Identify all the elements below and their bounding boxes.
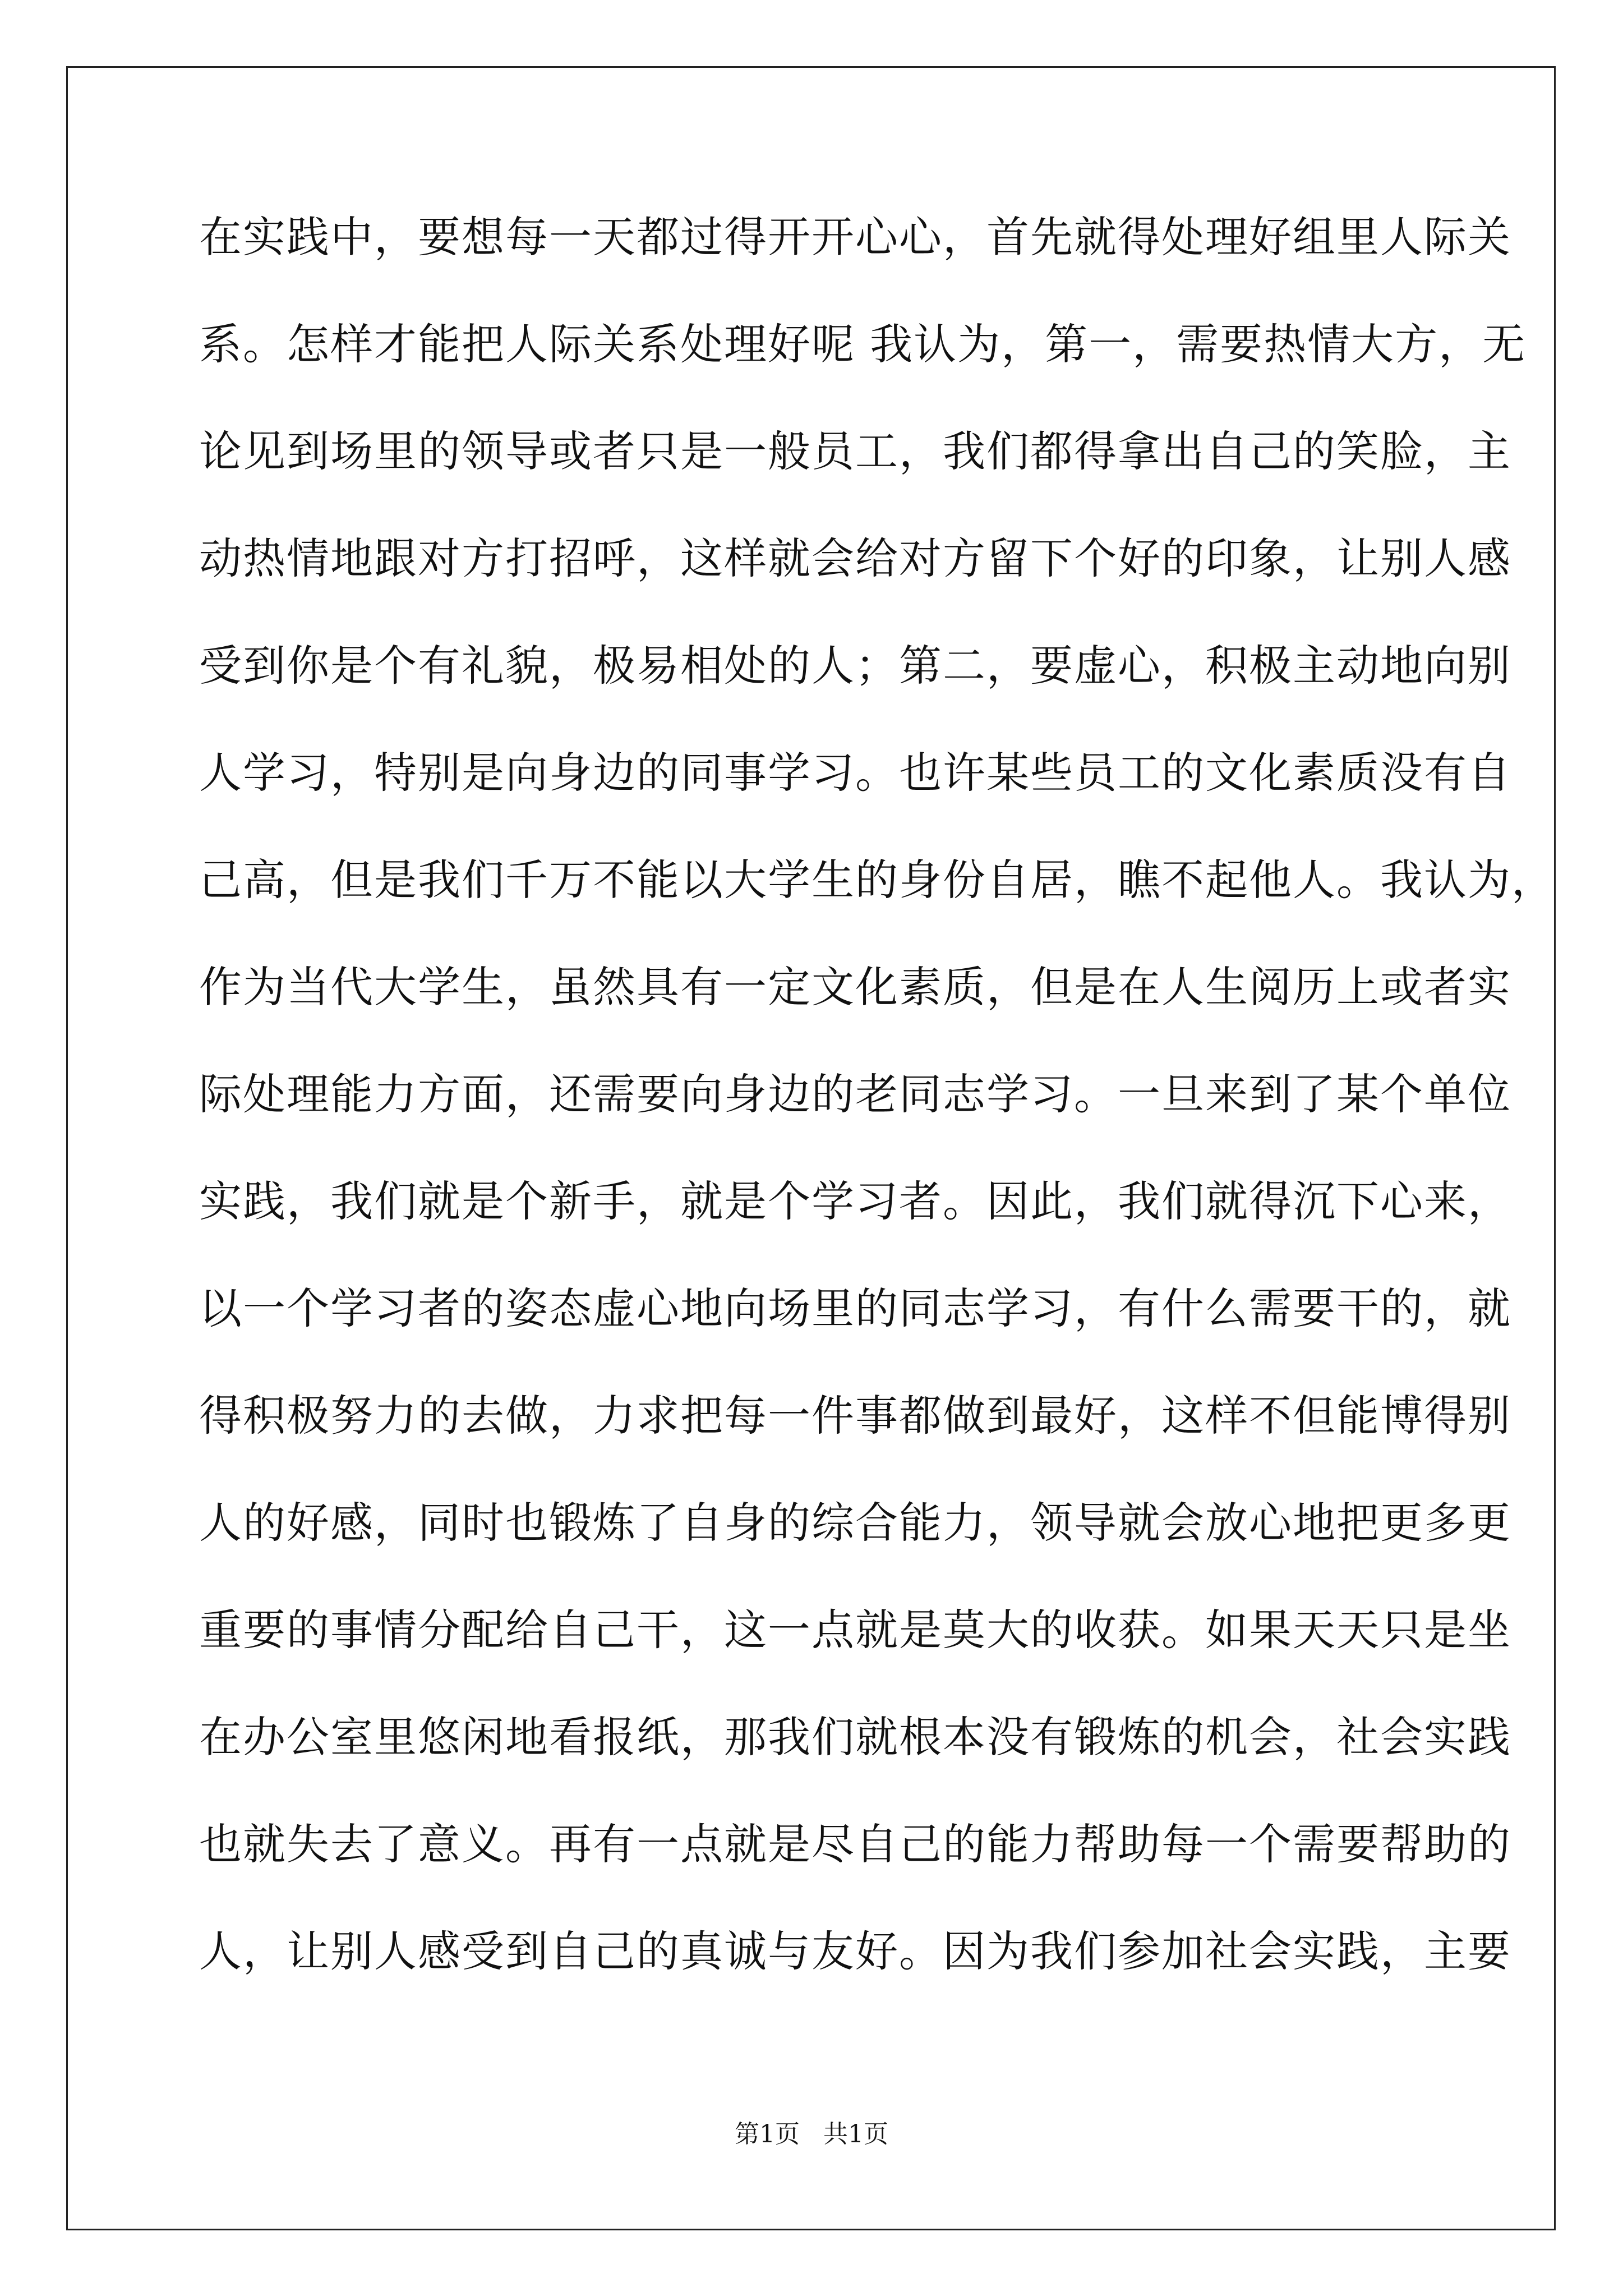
page-footer: 第1页 共1页 (735, 2120, 888, 2148)
text-line: 得积极努力的去做，力求把每一件事都做到最好，这样不但能博得别 (199, 1391, 1511, 1441)
text-line: 动热情地跟对方打招呼，这样就会给对方留下个好的印象，让别人感 (199, 533, 1511, 583)
text-line: 论见到场里的领导或者只是一般员工，我们都得拿出自己的笑脸，主 (199, 426, 1511, 476)
text-line: 实践，我们就是个新手，就是个学习者。因此，我们就得沉下心来， (199, 1176, 1511, 1226)
text-line: 以一个学习者的姿态虚心地向场里的同志学习，有什么需要干的，就 (199, 1283, 1511, 1333)
text-line: 在实践中，要想每一天都过得开开心心，首先就得处理好组里人际关 (199, 212, 1511, 262)
text-line: 作为当代大学生，虽然具有一定文化素质，但是在人生阅历上或者实 (199, 962, 1511, 1012)
text-line: 己高，但是我们千万不能以大学生的身份自居，瞧不起他人。我认为， (199, 855, 1555, 905)
text-line: 系。怎样才能把人际关系处理好呢 我认为，第一，需要热情大方，无 (199, 319, 1527, 369)
text-line: 人学习，特别是向身边的同事学习。也许某些员工的文化素质没有自 (199, 748, 1511, 798)
text-line: 人的好感，同时也锻炼了自身的综合能力，领导就会放心地把更多更 (199, 1498, 1511, 1548)
body-text (199, 212, 1555, 2037)
text-line: 际处理能力方面，还需要向身边的老同志学习。一旦来到了某个单位 (199, 1069, 1511, 1119)
text-line: 在办公室里悠闲地看报纸，那我们就根本没有锻炼的机会，社会实践 (199, 1712, 1511, 1762)
text-line: 人，让别人感受到自己的真诚与友好。因为我们参加社会实践，主要 (199, 1926, 1511, 1976)
text-line: 也就失去了意义。再有一点就是尽自己的能力帮助每一个需要帮助的 (199, 1819, 1511, 1869)
text-line: 受到你是个有礼貌，极易相处的人；第二，要虚心，积极主动地向别 (199, 641, 1511, 691)
text-line: 重要的事情分配给自己干，这一点就是莫大的收获。如果天天只是坐 (199, 1605, 1511, 1655)
